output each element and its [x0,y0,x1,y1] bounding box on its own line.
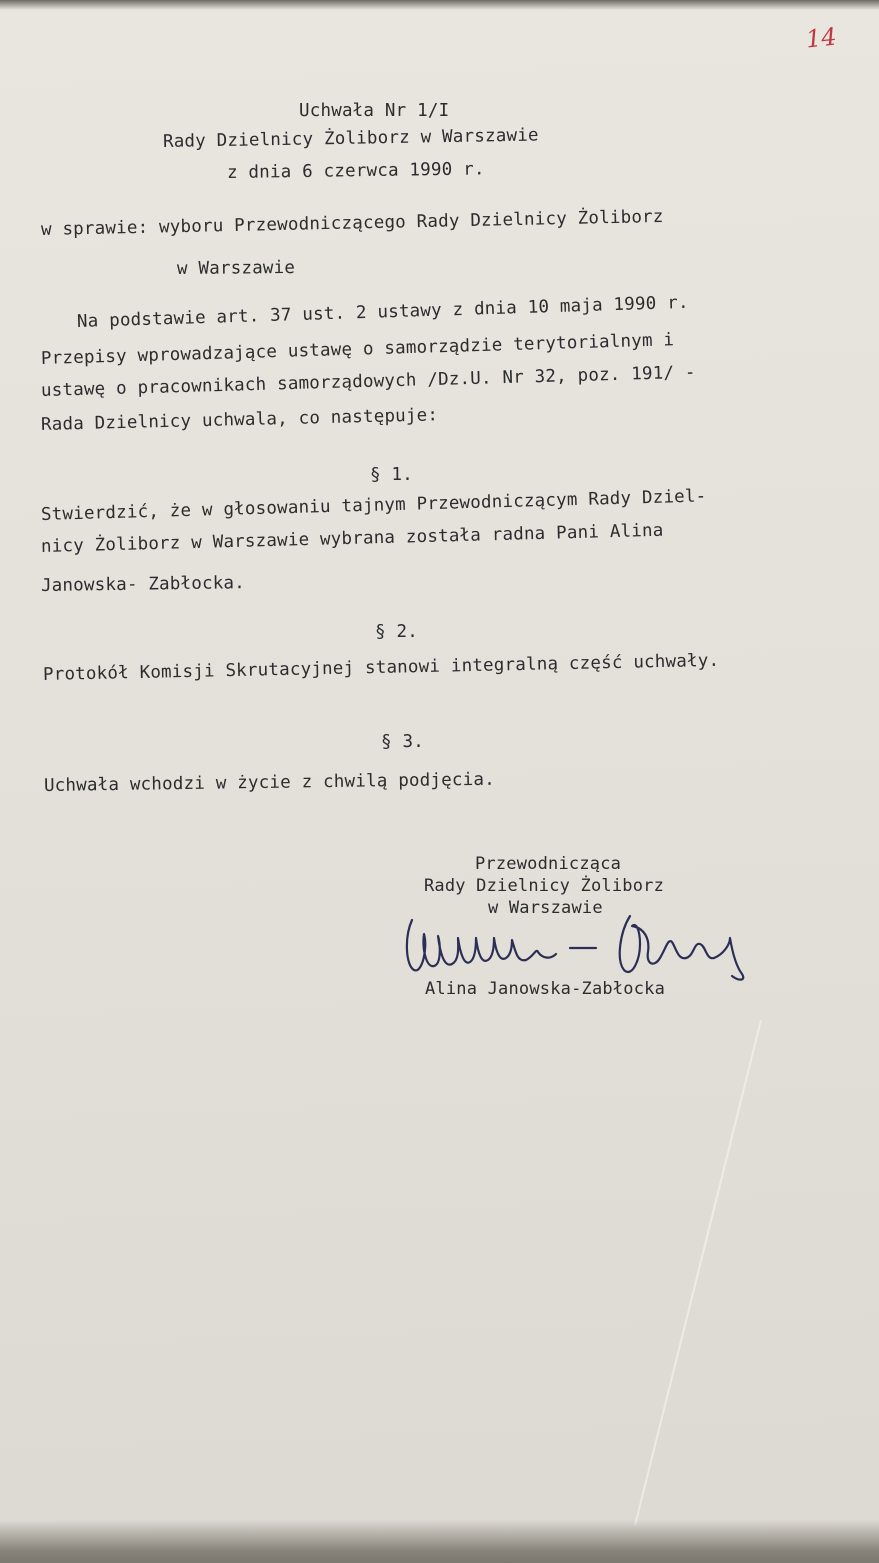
resolution-date: z dnia 6 czerwca 1990 r. [226,159,485,183]
top-shadow [0,0,879,10]
preamble-line-4: Rada Dzielnicy uchwala, co następuje: [40,405,439,435]
paper-fold [634,1020,762,1525]
section-3-heading: § 3. [381,732,424,752]
section-1-line-3: Janowska- Zabłocka. [40,573,246,596]
signatory-name: Alina Janowska-Zabłocka [425,979,666,999]
section-3-line-1: Uchwała wchodzi w życie z chwilą podjęcia. [43,769,496,796]
signatory-council: Rady Dzielnicy Żoliborz [424,876,665,896]
preamble-line-1: Na podstawie art. 37 ust. 2 ustawy z dnia 10 maja 1990 r. [76,292,689,332]
section-1-heading: § 1. [370,465,413,485]
subject-line-1: w sprawie: wyboru Przewodniczącego Rady Dzielnicy Żoliborz [40,206,664,240]
section-2-line-1: Protokół Komisji Skrutacyjnej stanowi integralną część uchwały. [42,650,720,685]
resolution-title: Uchwała Nr 1/I [299,101,450,121]
council-name: Rady Dzielnicy Żoliborz w Warszawie [162,125,539,152]
bottom-shadow [0,1520,879,1563]
section-1-line-2: nicy Żoliborz w Warszawie wybrana została radna Pani Alina [40,520,664,557]
subject-line-2: w Warszawie [176,257,296,279]
signatory-title: Przewodnicząca [475,854,622,874]
section-2-heading: § 2. [375,622,418,642]
signatory-city: w Warszawie [488,898,603,918]
handwritten-signature [400,908,770,988]
preamble-line-3: ustawę o pracownikach samorządowych /Dz.U. Nr 32, poz. 191/ - [40,362,696,401]
page-number: 14 [804,22,838,54]
preamble-line-2: Przepisy wprowadzające ustawę o samorządzie terytorialnym i [40,330,675,369]
section-1-line-1: Stwierdzić, że w głosowaniu tajnym Przewodniczącym Rady Dziel- [40,486,707,525]
